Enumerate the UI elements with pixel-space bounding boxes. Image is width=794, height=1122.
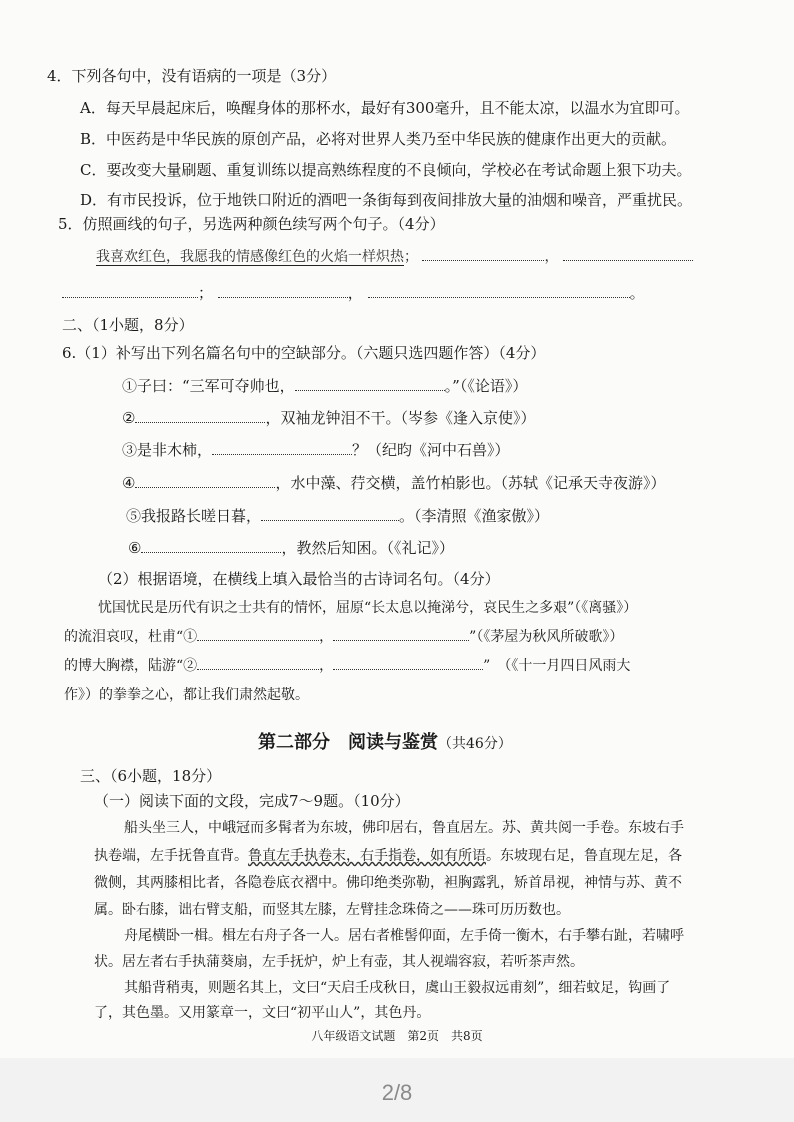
q4-option-c: C．要改变大量刷题、重复训练以提高熟练程度的不良倾向，学校必在考试命题上狠下功夫。 [80,161,692,179]
page-indicator: 2/8 [381,1080,413,1105]
q6-blank-5[interactable] [261,508,399,521]
passage-line-8: 了，其色墨。又用篆章一，文曰“初平山人”，其色丹。 [94,1005,431,1021]
q5-second-line: ； ， 。 [62,283,645,303]
section-2-header: 二、（1小题，8分） [62,316,194,334]
q6-part2-blank-2a[interactable] [197,657,319,670]
q5-blank-5[interactable] [368,285,630,298]
q6-part2-line-4: 作》）的拳拳之心，都让我们肃然起敬。 [64,687,309,703]
q6-blank-1[interactable] [295,378,445,391]
q5-example-line: 我喜欢红色，我愿我的情感像红色的火焰一样炽热； ， [96,247,693,267]
q5-stem: 5．仿照画线的句子，另选两种颜色续写两个句子。（4分） [58,215,445,233]
q6-blank-3[interactable] [212,442,352,455]
q6-item-3: ③是非木柿， ？（纪昀《河中石兽》） [122,441,510,459]
passage-underlined: 鲁直左手执卷末，右手指卷，如有所语 [248,848,486,864]
passage-line-1: 船头坐三人，中峨冠而多髯者为东坡，佛印居右，鲁直居左。苏、黄共阅一手卷。东坡右手 [124,820,684,836]
part-2-title: 第二部分 阅读与鉴赏（共46分） [258,732,512,753]
q5-blank-4[interactable] [218,285,348,298]
q5-blank-3[interactable] [62,285,198,298]
passage-line-6: 状。居左者右手执蒲葵扇，左手抚炉，炉上有壶，其人视端容寂，若听茶声然。 [94,954,584,970]
q6-part2-line-3: 的博大胸襟，陆游“② ， ” （《十一月四日风雨大 [64,658,631,674]
q6-item-5: ⑤我报路长嗟日暮， 。（李清照《渔家傲》） [126,507,550,525]
q6-part2-stem: （2）根据语境，在横线上填入最恰当的古诗词名句。（4分） [98,570,500,588]
q6-part2-blank-2b[interactable] [333,657,483,670]
q6-blank-2[interactable] [135,410,265,423]
passage-line-5: 舟尾横卧一楫。楫左右舟子各一人。居右者椎髻仰面，左手倚一衡木，右手攀右趾，若啸呼 [124,928,684,944]
q6-part2-line-2: 的流泪哀叹，杜甫“① ， ”（《茅屋为秋风所破歌》） [64,629,624,645]
q6-item-4: ④ ，水中藻、荇交横，盖竹柏影也。（苏轼《记承天寺夜游》） [122,474,666,492]
q4-option-b: B．中医药是中华民族的原创产品，必将对世界人类乃至中华民族的健康作出更大的贡献。 [80,130,677,148]
q4-option-d: D．有市民投诉，位于地铁口附近的酒吧一条街每到夜间排放大量的油烟和噪音，严重扰民。 [80,191,693,209]
passage-line-4: 属。卧右膝，诎右臂支船，而竖其左膝，左臂挂念珠倚之——珠可历历数也。 [94,902,570,918]
q6-item-1: ①子曰：“三军可夺帅也， 。”（《论语》） [122,377,528,395]
q5-blank-1[interactable] [422,248,544,261]
section-3-header: 三、（6小题，18分） [80,767,222,785]
passage-line-2: 执卷端，左手抚鲁直背。鲁直左手执卷末，右手指卷，如有所语。东坡现右足，鲁直现左足，各 [94,848,682,864]
q6-stem: 6.（1）补写出下列名篇名句中的空缺部分。（六题只选四题作答）（4分） [62,344,546,362]
q6-part2-blank-1a[interactable] [197,628,319,641]
section-3-subheader: （一）阅读下面的文段，完成7～9题。（10分） [94,792,410,810]
q5-underlined-sentence: 我喜欢红色，我愿我的情感像红色的火焰一样炽热 [96,249,404,265]
passage-line-7: 其船背稍夷，则题名其上，文曰“天启壬戌秋日，虞山王毅叔远甫刻”，细若蚊足，钩画了 [124,980,671,996]
q6-blank-4[interactable] [135,475,275,488]
q4-stem: 4．下列各句中，没有语病的一项是（3分） [47,67,337,85]
q5-blank-2[interactable] [563,248,693,261]
q6-part2-line-1: 忧国忧民是历代有识之士共有的情怀，屈原“长太息以掩涕兮，哀民生之多艰”（《离骚》） [98,600,638,616]
q6-item-2: ② ，双袖龙钟泪不干。（岑参《逢入京使》） [122,409,536,427]
q4-option-a: A．每天早晨起床后，唤醒身体的那杯水，最好有300毫升，且不能太凉，以温水为宜即可。 [80,99,690,117]
q6-blank-6[interactable] [141,540,281,553]
passage-line-3: 微侧，其两膝相比者，各隐卷底衣褶中。佛印绝类弥勒，袒胸露乳，矫首昂视，神情与苏、黄不 [94,875,682,891]
q6-part2-blank-1b[interactable] [333,628,469,641]
q6-item-6: ⑥ ，教然后知困。（《礼记》） [128,539,454,557]
page-footer: 八年级语文试题 第2页 共8页 [311,1029,483,1043]
